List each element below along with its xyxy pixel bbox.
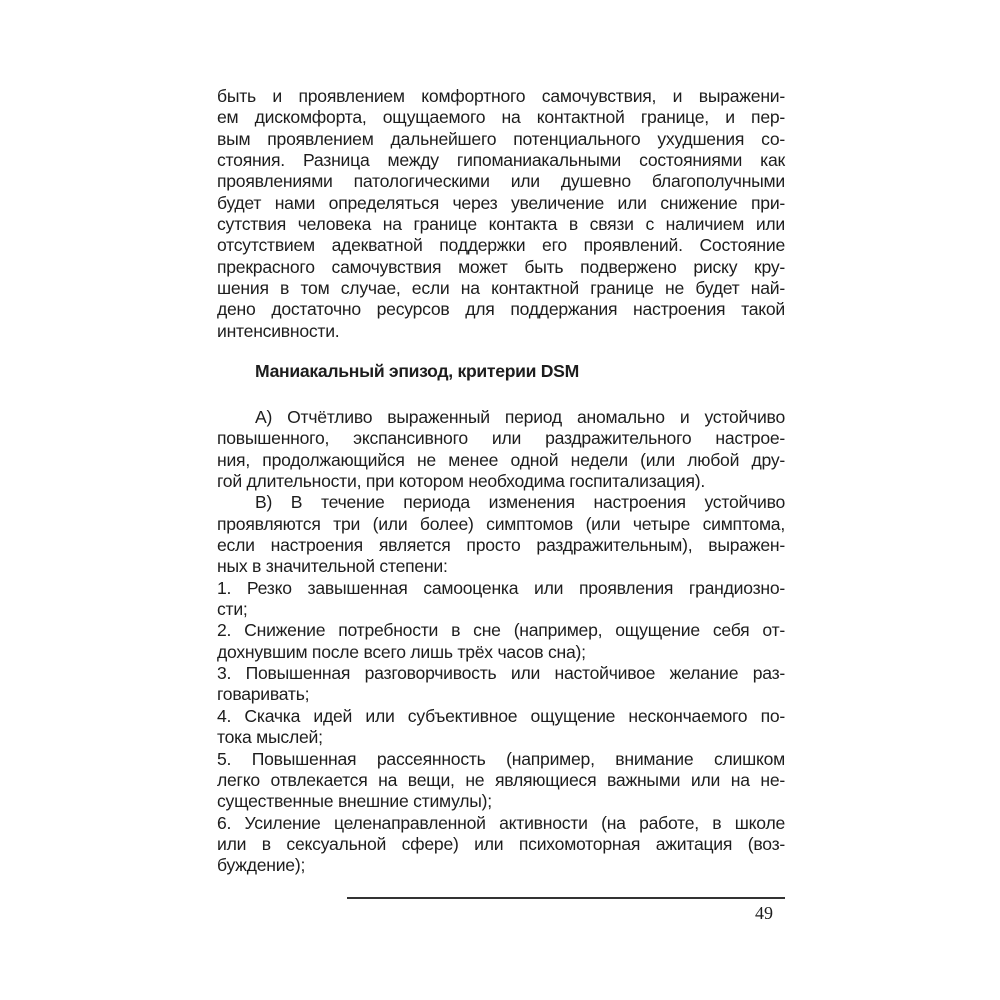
text-line: повышенного, экспансивного или раздражительного настрое- (217, 428, 785, 449)
text-line: буждение); (217, 855, 306, 876)
text-line: ния, продолжающийся не менее одной недели (или любой дру- (217, 449, 785, 470)
text-line: вым проявлением дальнейшего потенциального ухудшения со- (217, 128, 785, 149)
text-line: дохнувшим после всего лишь трёх часов сна); (217, 641, 586, 662)
text-line: существенные внешние стимулы); (217, 791, 492, 812)
text-line: говаривать; (217, 684, 310, 705)
text-line: 4. Скачка идей или субъективное ощущение нескончаемого по- (217, 705, 785, 726)
text-line: 5. Повышенная рассеянность (например, внимание слишком (217, 748, 785, 769)
criteria-list (217, 407, 785, 877)
text-line: В) В течение периода изменения настроения устойчиво (255, 492, 785, 513)
text-line: шения в том случае, если на контактной границе не будет най- (217, 278, 785, 299)
text-line: А) Отчётливо выраженный период аномально и устойчиво (255, 407, 785, 427)
text-line: если настроения является просто раздражительным), выражен- (217, 535, 785, 556)
text-line: гой длительности, при котором необходима госпитализация). (217, 471, 705, 492)
text-line: отсутствием адекватной поддержки его проявлений. Состояние (217, 235, 785, 256)
text-line: прекрасного самочувствия может быть подвержено риску кру- (217, 256, 785, 277)
text-line: тока мыслей; (217, 727, 323, 748)
text-line: проявляются три (или более) симптомов (или четыре симптома, (217, 513, 785, 534)
paragraph-intro (217, 86, 785, 342)
text-line: быть и проявлением комфортного самочувствия, и выражени- (217, 86, 785, 106)
text-line: сутствия человека на границе контакта в связи с наличием или (217, 214, 785, 235)
text-line: ем дискомфорта, ощущаемого на контактной границе, и пер- (217, 107, 785, 128)
text-line: проявлениями патологическими или душевно благополучными (217, 171, 785, 192)
text-line: легко отвлекается на вещи, не являющиеся важными или на не- (217, 769, 785, 790)
page-number: 49 (755, 903, 773, 923)
text-line: 1. Резко завышенная самооценка или проявления грандиозно- (217, 577, 785, 598)
text-line: 2. Снижение потребности в сне (например, ощущение себя от- (217, 620, 785, 641)
text-line: или в сексуальной сфере) или психомоторная ажитация (воз- (217, 833, 785, 854)
section-heading: Маниакальный эпизод, критерии DSM (255, 361, 579, 381)
footer-rule (347, 897, 785, 899)
text-line: ных в значительной степени: (217, 556, 448, 577)
text-line: 3. Повышенная разговорчивость или настойчивое желание раз- (217, 663, 785, 684)
text-line: интенсивности. (217, 320, 340, 341)
text-line: стояния. Разница между гипоманиакальными состояниями как (217, 150, 785, 171)
text-line: будет нами определяться через увеличение или снижение при- (217, 192, 785, 213)
text-line: 6. Усиление целенаправленной активности (на работе, в школе (217, 812, 785, 833)
text-line: сти; (217, 599, 248, 620)
text-line: дено достаточно ресурсов для поддержания настроения такой (217, 299, 785, 320)
